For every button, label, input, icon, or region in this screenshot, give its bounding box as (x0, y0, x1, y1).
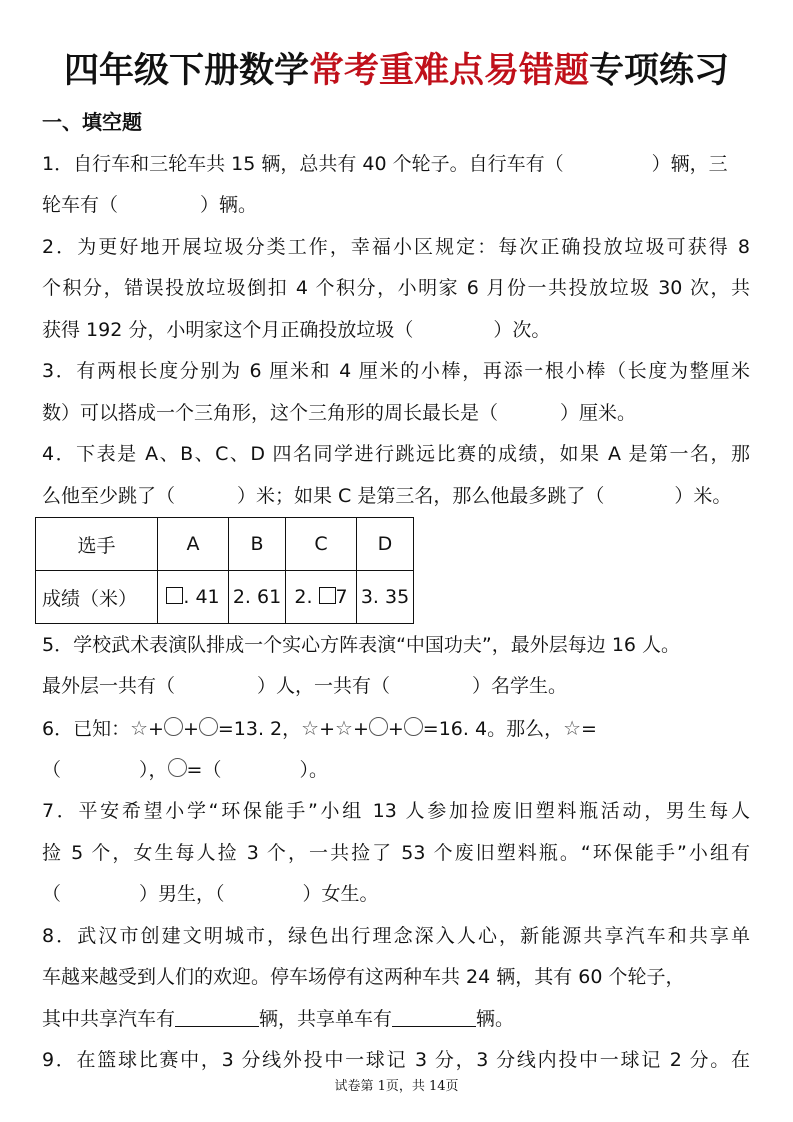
q8-text: 其中共享汽车有 (42, 1008, 176, 1030)
question-2-line-1: 2．为更好地开展垃圾分类工作，幸福小区规定：每次正确投放垃圾可获得 8 (42, 236, 750, 258)
star-icon: ☆ (335, 716, 353, 740)
question-1-line-1 (42, 150, 728, 178)
question-3-line-1: 3．有两根长度分别为 6 厘米和 4 厘米的小棒，再添一根小棒（长度为整厘米 (42, 360, 750, 382)
q1-text: 轮车有（ (42, 194, 119, 216)
star-icon: ☆ (130, 716, 149, 740)
q6-text: ）， (139, 759, 168, 781)
question-4-line-1: 4．下表是 A、B、C、D 四名同学进行跳远比赛的成绩，如果 A 是第一名，那 (42, 443, 750, 465)
question-4-line-2 (42, 482, 731, 510)
q8-text: 辆。 (476, 1008, 515, 1030)
score-c-prefix: 2. (294, 586, 319, 608)
equals-sign: = (217, 718, 234, 740)
question-8-line-1: 8．武汉市创建文明城市，绿色出行理念深入人心，新能源共享汽车和共享单 (42, 925, 750, 947)
plus-sign: + (182, 718, 199, 740)
question-7-line-1: 7．平安希望小学“环保能手”小组 13 人参加捡废旧塑料瓶活动，男生每人 (42, 800, 750, 822)
score-a: . 41 (183, 586, 220, 608)
q4-text: ）米；如果 C 是第三名，那么他最多跳了（ (237, 485, 605, 507)
q5-text: ）名学生。 (472, 675, 568, 697)
question-5-line-1: 5．学校武术表演队排成一个实心方阵表演“中国功夫”，最外层每边 16 人。 (42, 634, 681, 656)
q4-text: ）米。 (674, 485, 732, 507)
q5-text: ）人，一共有（ (257, 675, 391, 697)
q6-value-2: 16. 4。那么， (438, 718, 564, 740)
q6-text: （ (42, 759, 62, 781)
q7-text: ）女生。 (302, 883, 379, 905)
q2-text: 获得 192 分，小明家这个月正确投放垃圾（ (42, 319, 414, 341)
star-icon: ☆ (563, 716, 582, 740)
question-7-line-3 (42, 880, 379, 908)
table-header-cell: B (229, 518, 286, 571)
table-header-cell: D (357, 518, 414, 571)
score-d-cell: 3. 35 (357, 571, 414, 624)
circle-icon (168, 758, 187, 777)
plus-sign: + (352, 718, 369, 740)
table-header-row (36, 518, 414, 571)
q8-answer-blank-2[interactable] (392, 1006, 476, 1027)
circle-icon (164, 717, 183, 736)
page-footer: 试卷第 1页，共 14页 (334, 1079, 459, 1094)
table-header-cell: A (158, 518, 229, 571)
question-2-line-2: 个积分，错误投放垃圾倒扣 4 个积分，小明家 6 月份一共投放垃圾 30 次，共 (42, 277, 750, 299)
question-3-line-2 (42, 399, 636, 427)
equals-sign: = (581, 718, 597, 740)
title-part-highlight: 常考重难点易错题 (308, 51, 589, 91)
table-header-cell: 选手 (36, 518, 158, 571)
table-row-label: 成绩（米） (36, 571, 158, 624)
question-2-line-3 (42, 316, 550, 344)
q6-text: 6．已知： (42, 718, 131, 740)
question-1-line-2 (42, 191, 257, 219)
plus-sign: + (387, 718, 404, 740)
q3-text: ）厘米。 (560, 402, 637, 424)
q4-text: 么他至少跳了（ (42, 485, 176, 507)
section-heading: 一、填空题 (42, 110, 142, 134)
equals-sign: = (422, 718, 439, 740)
q1-text: 1．自行车和三轮车共 15 辆，总共有 40 个轮子。自行车有（ (42, 153, 564, 175)
blank-box-icon (319, 587, 336, 604)
q6-value-1: 13. 2， (233, 718, 302, 740)
q6-text: ）。 (299, 759, 328, 781)
q2-text: ）次。 (493, 319, 551, 341)
q1-text: ）辆，三 (651, 153, 728, 175)
q3-text: 数）可以搭成一个三角形，这个三角形的周长最长是（ (42, 402, 499, 424)
blank-box-icon (166, 587, 183, 604)
question-9-line-1: 9．在篮球比赛中，3 分线外投中一球记 3 分，3 分线内投中一球记 2 分。在 (42, 1049, 750, 1071)
question-8-line-2: 车越来越受到人们的欢迎。停车场停有这两种车共 24 辆，其有 60 个轮子， (42, 966, 685, 988)
star-icon: ☆ (301, 716, 320, 740)
q5-text: 最外层一共有（ (42, 675, 176, 697)
scores-table (35, 517, 414, 624)
q7-text: （ (42, 883, 62, 905)
q7-text: ）男生，（ (139, 883, 225, 905)
circle-icon (199, 717, 218, 736)
title-part-3: 专项练习 (589, 51, 730, 91)
question-5-line-2 (42, 672, 567, 700)
question-8-line-3 (42, 1005, 514, 1033)
table-row (36, 571, 414, 624)
q8-text: 辆，共享单车有 (259, 1008, 393, 1030)
title-part-1: 四年级下册数学 (63, 51, 309, 91)
table-header-cell: C (286, 518, 357, 571)
score-a-cell (158, 571, 229, 624)
score-c-cell (286, 571, 357, 624)
circle-icon (404, 717, 423, 736)
q1-text: ）辆。 (200, 194, 258, 216)
score-b-cell: 2. 61 (229, 571, 286, 624)
question-6-line-2 (42, 756, 328, 784)
question-6-line-1 (42, 714, 597, 743)
plus-sign: + (319, 718, 336, 740)
q6-text: =（ (186, 759, 222, 781)
question-7-line-2: 捡 5 个，女生每人捡 3 个，一共捡了 53 个废旧塑料瓶。“环保能手”小组有 (42, 842, 750, 864)
circle-icon (369, 717, 388, 736)
page-title (0, 46, 793, 96)
q8-answer-blank-1[interactable] (175, 1006, 259, 1027)
plus-sign: + (148, 718, 164, 740)
score-c-suffix: 7 (335, 586, 348, 608)
